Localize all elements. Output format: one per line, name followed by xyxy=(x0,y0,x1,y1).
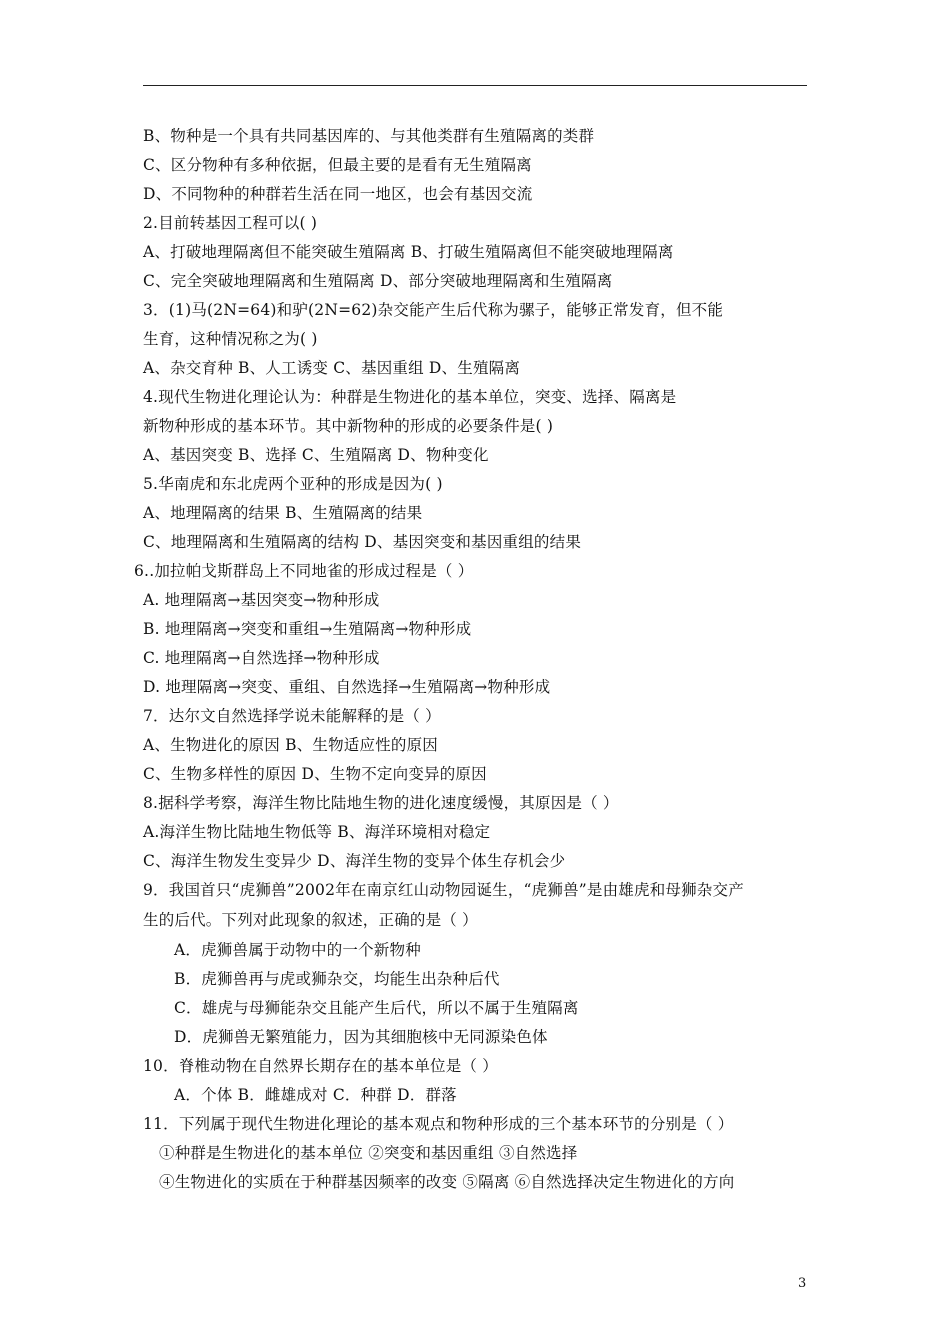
text-line: B、物种是一个具有共同基因库的、与其他类群有生殖隔离的类群 xyxy=(143,127,595,145)
text-line: 4.现代生物进化理论认为：种群是生物进化的基本单位，突变、选择、隔离是 xyxy=(143,388,677,406)
text-line: B. 地理隔离→突变和重组→生殖隔离→物种形成 xyxy=(143,620,472,638)
text-line: C．雄虎与母狮能杂交且能产生后代，所以不属于生殖隔离 xyxy=(174,999,579,1017)
text-line: 生育，这种情况称之为( ) xyxy=(143,330,318,348)
text-line: D. 地理隔离→突变、重组、自然选择→生殖隔离→物种形成 xyxy=(143,678,551,696)
text-line: D．虎狮兽无繁殖能力，因为其细胞核中无同源染色体 xyxy=(174,1028,548,1046)
header-rule xyxy=(143,85,807,86)
text-line: A．虎狮兽属于动物中的一个新物种 xyxy=(174,941,421,959)
text-line: 5.华南虎和东北虎两个亚种的形成是因为( ) xyxy=(143,475,443,493)
text-line: 7．达尔文自然选择学说未能解释的是（ ） xyxy=(143,707,441,725)
text-line: 3．(1)马(2N=64)和驴(2N=62)杂交能产生后代称为骡子，能够正常发育，但不能 xyxy=(143,301,724,319)
text-line: C. 地理隔离→自然选择→物种形成 xyxy=(143,649,380,667)
text-line: A.海洋生物比陆地生物低等 B、海洋环境相对稳定 xyxy=(143,823,491,841)
text-line: C、区分物种有多种依据，但最主要的是看有无生殖隔离 xyxy=(143,156,532,174)
text-line: C、生物多样性的原因 D、生物不定向变异的原因 xyxy=(143,765,487,783)
text-line: C、地理隔离和生殖隔离的结构 D、基因突变和基因重组的结果 xyxy=(143,533,582,551)
page-number: 3 xyxy=(798,1276,807,1291)
text-line: 11．下列属于现代生物进化理论的基本观点和物种形成的三个基本环节的分别是（ ） xyxy=(143,1115,734,1133)
text-line: A、生物进化的原因 B、生物适应性的原因 xyxy=(143,736,439,754)
text-line: A. 地理隔离→基因突变→物种形成 xyxy=(143,591,380,609)
text-line: A．个体 B．雌雄成对 C．种群 D．群落 xyxy=(174,1086,457,1104)
text-line: ④生物进化的实质在于种群基因频率的改变 ⑤隔离 ⑥自然选择决定生物进化的方向 xyxy=(159,1173,735,1191)
text-line: D、不同物种的种群若生活在同一地区，也会有基因交流 xyxy=(143,185,533,203)
text-line: 8.据科学考察，海洋生物比陆地生物的进化速度缓慢，其原因是（ ） xyxy=(143,794,619,812)
text-line: 生的后代。下列对此现象的叙述，正确的是（ ） xyxy=(143,911,478,929)
text-line: A、地理隔离的结果 B、生殖隔离的结果 xyxy=(143,504,423,522)
text-line: B．虎狮兽再与虎或狮杂交，均能生出杂种后代 xyxy=(174,970,500,988)
text-line: 新物种形成的基本环节。其中新物种的形成的必要条件是( ) xyxy=(143,417,554,435)
text-line: 2.目前转基因工程可以( ) xyxy=(143,214,318,232)
text-line: ①种群是生物进化的基本单位 ②突变和基因重组 ③自然选择 xyxy=(159,1144,578,1162)
text-line: A、基因突变 B、选择 C、生殖隔离 D、物种变化 xyxy=(143,446,489,464)
text-line: A、杂交育种 B、人工诱变 C、基因重组 D、生殖隔离 xyxy=(143,359,521,377)
text-line: A、打破地理隔离但不能突破生殖隔离 B、打破生殖隔离但不能突破地理隔离 xyxy=(143,243,674,261)
text-line: C、海洋生物发生变异少 D、海洋生物的变异个体生存机会少 xyxy=(143,852,566,870)
text-line: C、完全突破地理隔离和生殖隔离 D、部分突破地理隔离和生殖隔离 xyxy=(143,272,613,290)
text-line: 9．我国首只“虎狮兽”2002年在南京红山动物园诞生，“虎狮兽”是由雄虎和母狮杂交产 xyxy=(143,881,744,899)
text-line: 10．脊椎动物在自然界长期存在的基本单位是（ ） xyxy=(143,1057,498,1075)
text-line: 6..加拉帕戈斯群岛上不同地雀的形成过程是（ ） xyxy=(134,562,474,580)
